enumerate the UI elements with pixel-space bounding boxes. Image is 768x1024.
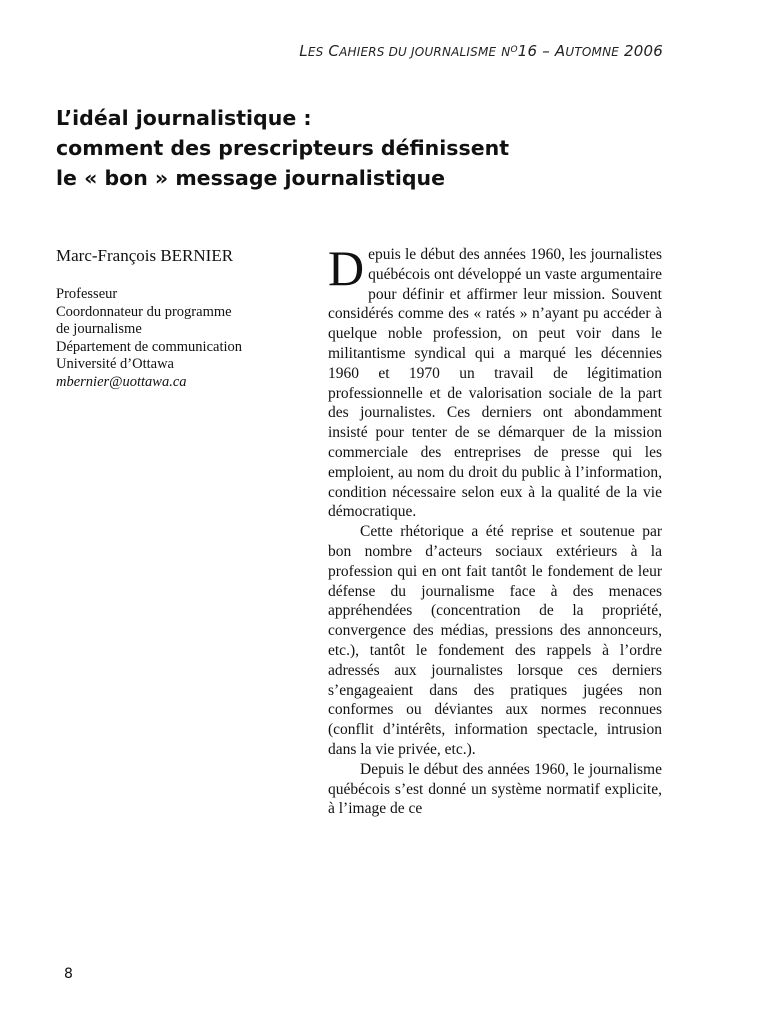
article-title — [56, 103, 676, 193]
author-email[interactable]: mbernier@uottawa.ca — [56, 373, 187, 390]
affiliation-line: Département de communication — [56, 338, 243, 355]
running-header-part: AHIERS DU JOURNALISME — [339, 45, 497, 59]
title-line: L’idéal journalistique : — [56, 106, 312, 130]
affiliation-line: Professeur — [56, 286, 118, 302]
running-header — [299, 42, 663, 60]
drop-cap: D — [328, 240, 365, 296]
body-paragraph: Cette rhétorique a été reprise et soutenue par bon nombre d’acteurs sociaux extérieurs à la profession qui en ont fait tantôt le fondement de leur défense du journalisme face à des menaces appréhendées (concentration de la propriété, convergence des médias, pressions des annonceurs, etc.), tantôt le fondement des rappels à l’ordre adressés aux journalistes lorsque ces derniers s’engageaient dans des pratiques jugées non conformes ou déviantes aux normes reconnues (conflit d’intérêts, information spectacle, intrusion dans la vie privée, etc.). — [328, 523, 662, 758]
running-header-part: 16 – A — [517, 42, 566, 60]
running-header-part: 2006 — [619, 42, 663, 60]
page-number: 8 — [64, 966, 73, 982]
title-line: le « bon » message journalistique — [56, 166, 446, 190]
affiliation-line: Université d’Ottawa — [56, 356, 174, 372]
running-header-part: UTOMNE — [565, 45, 620, 59]
body-paragraph: Depuis le début des années 1960, le journalisme québécois s’est donné un système normatif explicite, à l’image de ce — [328, 760, 662, 818]
title-line: comment des prescripteurs définissent — [56, 136, 510, 160]
running-header-part: C — [328, 42, 340, 60]
affiliation-line: Coordonnateur du programme — [56, 303, 232, 320]
running-header-part: O — [510, 45, 518, 55]
running-header-part: L — [299, 42, 308, 60]
running-header-part: ES — [307, 45, 324, 59]
body-paragraph — [328, 240, 662, 522]
paragraph-text: epuis le début des années 1960, les journalistes québécois ont développé un vaste argumentaire pour définir et affirmer leur mission. Souvent considérés comme des « ratés » n’ayant pu accéder à quelque noble profession, on peut voir dans le militantisme syndical qui a marqué les décennies 1960 et 1970 un travail de légitimation professionnelle et de valorisation sociale de la part des journalistes. Ces derniers ont abondamment insisté pour tenter de se démarquer de la mission commerciale des entreprises de presse qui les emploient, au nom du droit du public à l’information, condition nécessaire selon eux à la qualité de la vie démocratique. — [328, 246, 662, 521]
author-name: Marc-François BERNIER — [56, 246, 234, 265]
running-header-part: N — [501, 45, 511, 59]
article-body — [328, 240, 662, 819]
affiliation-line: de journalisme — [56, 321, 142, 337]
author-affiliation — [56, 286, 306, 391]
